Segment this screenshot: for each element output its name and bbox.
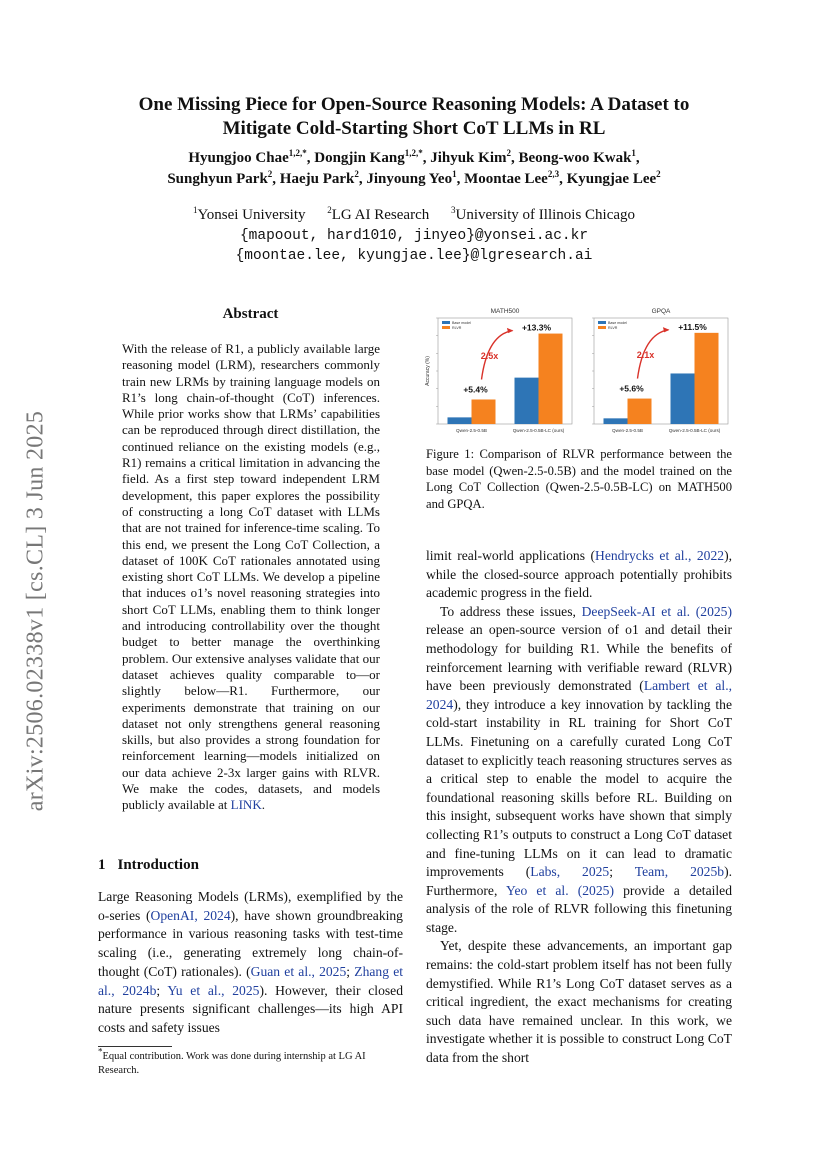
legend-swatch xyxy=(442,326,450,329)
citation-link[interactable]: Guan et al., 2025 xyxy=(250,963,347,979)
author-name: Beong-woo Kwak$^1$ xyxy=(518,148,636,166)
intro-left-column xyxy=(98,888,403,1038)
bar-rlvr xyxy=(628,399,652,424)
author-name: Dongjin Kang$^{1,2,*}$ xyxy=(314,148,423,166)
legend-swatch xyxy=(442,321,450,324)
bar-base xyxy=(604,418,628,424)
author-name: Jinyoung Yeo$^1$ xyxy=(366,169,457,187)
author-name: Moontae Lee$^{2,3}$ xyxy=(464,169,560,187)
title-line-1: One Missing Piece for Open-Source Reasoning Models: A Dataset to xyxy=(138,94,690,115)
intro-right-paragraph-1: limit real-world applications (Hendrycks et al., 2022), while the closed-source approach potentially prohibits academic progress in the field. xyxy=(426,548,732,601)
legend-label: Base model xyxy=(452,321,471,325)
bar-rlvr xyxy=(539,334,563,424)
citation-link[interactable]: Zhang et al., 2024b xyxy=(98,963,403,998)
citation-link[interactable]: Yeo et al. (2025) xyxy=(506,882,614,898)
chart-title: MATH500 xyxy=(490,308,520,315)
gain-label: +13.3% xyxy=(521,322,552,333)
legend-swatch xyxy=(598,326,606,329)
x-tick-label: Qwen-2.5-0.5B xyxy=(612,428,643,433)
intro-right-paragraph-3: Yet, despite these advancements, an important gap remains: the cold-start problem itself has not been fully demystified. While R1’s Long CoT dataset serves as a critical ingredient, the exact mechanisms for creating such data have remained unclear. In this work, we investigate whether it is possible to construct Long CoT data from the short xyxy=(426,938,732,1066)
email-line-1: {mapoout, hard1010, jinyeo}@yonsei.ac.kr xyxy=(239,228,589,244)
title-line-2: Mitigate Cold-Starting Short CoT LLMs in RL xyxy=(222,118,606,139)
x-tick-label: Qwen-2.5-0.5B-LC (ours) xyxy=(512,428,565,433)
citation-link[interactable]: Lambert et al., 2024 xyxy=(426,678,732,712)
citation-link[interactable]: OpenAI, 2024 xyxy=(150,907,231,923)
affiliation-1: $^1$Yonsei University xyxy=(192,205,306,223)
abstract-link[interactable]: LINK xyxy=(230,797,262,813)
gain-label: +11.5% xyxy=(678,321,707,332)
bar-rlvr xyxy=(695,333,719,424)
citation-link[interactable]: Hendrycks et al., 2022 xyxy=(595,548,725,563)
ratio-arrowhead xyxy=(508,329,513,333)
author-list: Hyungjoo Chae$^{1,2,*}$, Dongjin Kang$^{1,2,*}$, Jihyuk Kim$^2$, Beong-woo Kwak$^1$, Sunghyun Park$^2$, Haeju Park$^2$, Jinyoung Yeo$^1$, Moontae Lee$^{2,3}$, Kyungjae Lee$^2$ xyxy=(167,148,661,187)
email-line-2: {moontae.lee, kyungjae.lee}@lgresearch.ai xyxy=(235,248,593,264)
affiliations xyxy=(90,205,738,225)
affiliation-3: $^3$University of Illinois Chicago xyxy=(450,205,636,223)
author-name: Jihyuk Kim$^2$ xyxy=(430,148,511,166)
abstract-heading: Abstract xyxy=(222,306,279,322)
citation-link[interactable]: DeepSeek-AI et al. (2025) xyxy=(581,603,732,619)
ratio-label: 2.1x xyxy=(636,350,655,361)
author-name: Kyungjae Lee$^2$ xyxy=(566,169,661,187)
paper-title xyxy=(90,93,738,141)
author-name: Haeju Park$^2$ xyxy=(279,169,359,187)
affiliation-2: $^2$LG AI Research xyxy=(327,205,430,223)
citation-link[interactable]: Team, 2025b xyxy=(634,864,725,880)
legend-swatch xyxy=(598,321,606,324)
gain-label: +5.6% xyxy=(619,383,644,394)
gain-label: +5.4% xyxy=(463,384,488,395)
chart-math500 xyxy=(426,304,576,436)
bar-rlvr xyxy=(472,399,496,424)
arxiv-stamp: arXiv:2506.02338v1 [cs.CL] 3 Jun 2025 xyxy=(22,410,49,812)
chart-title: GPQA xyxy=(651,308,671,315)
figure-caption: Figure 1: Comparison of RLVR performance between the base model (Qwen-2.5-0.5B) and the model trained on the Long CoT Collection (Qwen-2.5-0.5B-LC) on MATH500 and GPQA. xyxy=(426,447,732,511)
intro-paragraph-1: Large Reasoning Models (LRMs), exemplified by the o-series (OpenAI, 2024), have shown groundbreaking performance in various reasoning tasks with test-time scaling (i.e., generating extremely long chain-of-thought (CoT) rationales). (Guan et al., 2025; Zhang et al., 2024b; Yu et al., 2025). However, their closed nature presents significant challenges—its high API costs and safety issues xyxy=(98,889,404,1035)
legend-label: RLVR xyxy=(452,326,462,330)
y-axis-label: Accuracy (%) xyxy=(425,356,431,386)
abstract-text: With the release of R1, a publicly available large reasoning model (LRM), researchers commonly train new LRMs by training language models on R1’s long chain-of-thought (CoT) inferences. While prior works show that LRMs’ capabilities can be reproduced through direct distillation, the continued reliance on the existing models (e.g., R1) remains a critical limitation in advancing the field. As a first step toward independent LRM development, this paper explores the possibility of constructing a long CoT dataset with LLMs that are not trained for inference-time scaling. To this end, we present the Long CoT Collection, a dataset of 100K CoT rationales annotated using existing short CoT LLMs. We develop a pipeline that induces o1’s novel reasoning strategies into short CoT LLMs, enabling them to think longer and introducing controllability over the thought budget to better manage the overthinking problem. Our extensive analyses validate that our dataset achieves quality comparable to—or slightly below—R1. Furthermore, our experiments demonstrate that training on our dataset not only strengthens general reasoning skills, but also provides a strong foundation for reinforcement learning—models initialized on our data achieve 2-3x larger gains with RLVR. We make the codes, datasets, and models publicly available at LINK. xyxy=(122,341,380,813)
footnote: *Equal contribution. Work was done during internship at LG AI Research. xyxy=(98,1046,366,1076)
citation-link[interactable]: Yu et al., 2025 xyxy=(167,982,260,998)
section-heading: 1 Introduction xyxy=(98,857,199,873)
chart-math500-svg xyxy=(426,304,576,436)
x-tick-label: Qwen-2.5-0.5B-LC (ours) xyxy=(668,428,721,433)
figure-1 xyxy=(426,304,732,436)
intro-right-column xyxy=(426,547,732,1068)
chart-gpqa xyxy=(582,304,732,436)
chart-gpqa-svg xyxy=(582,304,732,436)
x-tick-label: Qwen-2.5-0.5B xyxy=(456,428,487,433)
ratio-arrowhead xyxy=(664,328,669,332)
author-name: Hyungjoo Chae$^{1,2,*}$ xyxy=(188,148,307,166)
legend-label: RLVR xyxy=(608,326,618,330)
legend-label: Base model xyxy=(608,321,627,325)
bar-base xyxy=(671,373,695,424)
ratio-label: 2.5x xyxy=(480,351,499,362)
intro-right-paragraph-2: To address these issues, DeepSeek-AI et al. (2025) release an open-source version of o1 and detail their methodology for building R1. While the benefits of reinforcement learning with verifiable reward (RLVR) have been previously demonstrated (Lambert et al., 2024), they introduce a key innovation by tackling the cold-start instability in RL training for Short CoT LLMs. Finetuning on a carefully curated Long CoT dataset to explicitly teach reasoning structures serves as a critical step to enable the model to acquire the foundational reasoning skills before RL. Building on this insight, subsequent works have shown that simply collecting R1’s outputs to construct a Long CoT dataset and fine-tuning LLMs on it can lead to dramatic improvements (Labs, 2025; Team, 2025b). Furthermore, Yeo et al. (2025) provide a detailed analysis of the role of RLVR following this finetuning stage. xyxy=(426,603,732,935)
bar-base xyxy=(448,417,472,424)
footnote-rule xyxy=(98,1046,172,1047)
author-name: Sunghyun Park$^2$ xyxy=(167,169,273,187)
bar-base xyxy=(515,378,539,424)
citation-link[interactable]: Labs, 2025 xyxy=(530,864,610,880)
